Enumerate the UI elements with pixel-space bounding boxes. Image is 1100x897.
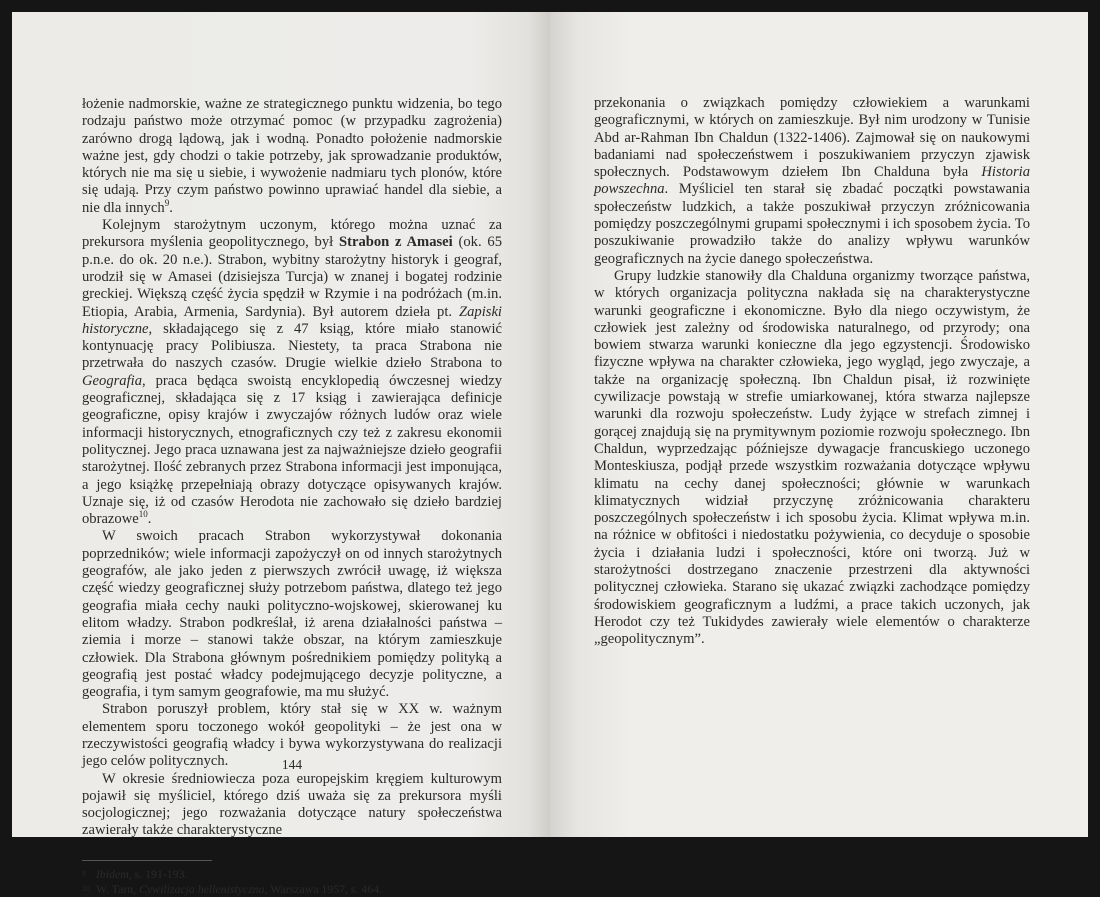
footnote <box>82 882 502 897</box>
text-run: przekonania o związkach pomiędzy człowiekiem a warunkami geograficznymi, w których on zamieszkuje. Był nim urodzony w Tunisie Abd ar-Rahman Ibn Chaldun (1322-1406). Zajmował się on naukowymi badaniami nad społeczeństwem i poszukiwaniem przyczyn zjawisk społecznych. Podstawowym dziełem Ibn Chalduna była <box>594 95 1030 181</box>
right-page-body <box>594 95 1030 649</box>
text-run: , Warszawa 1957, s. 464. <box>264 881 383 896</box>
text-run: W. Tarn, <box>96 881 140 896</box>
text-run: Kolejnym starożytnym uczonym, którego można uznać za prekursora myślenia geopolitycznego, był <box>82 217 502 251</box>
text-run: łożenie nadmorskie, ważne ze strategicznego punktu widzenia, bo tego rodzaju państwo może otrzymać pomoc (w przypadku zagrożenia) zarówno drogą lądową, jak i wodną. Ponadto położenie nadmorskie ważne jest, gdy chodzi o takie potrzeby, jak sprowadzanie produktów, których nie ma się u siebie, i wywożenie nadmiaru tych plonów, które się udają. Przy czym państwo powinno uprawiać handel dla siebie, a nie dla innych <box>82 96 502 216</box>
text-run: , praca będąca swoistą encyklopedią ówczesnej wiedzy geograficznej, składająca się z 17 ksiąg i zawierająca definicje geograficzne, opisy krajów i zwyczajów różnych ludów oraz wiele informacji historycznych, etnograficznych czy też z zakresu ekonomii politycznej. Jego praca uznawana jest za najważniejsze dzieło geografii starożytnej. Ilość zebranych przez Strabona informacji jest imponująca, a jego książkę przepełniają obrazy dotyczące opisywanych krajów. Uznaje się, iż od czasów Herodota nie zachowało się dzieło bardziej obrazowe <box>82 372 502 528</box>
text-run: Zapiski historyczne <box>82 303 502 337</box>
paragraph <box>594 95 1030 268</box>
text-run: Ibidem <box>96 866 129 881</box>
paragraph <box>594 268 1030 649</box>
page-number: 144 <box>281 757 303 772</box>
left-page <box>12 12 550 896</box>
text-run: Geografia <box>82 372 142 389</box>
footnote-separator <box>82 860 212 861</box>
paragraph <box>82 217 502 528</box>
footnote-ref: 10 <box>138 509 148 520</box>
text-run: Strabon z Amasei <box>338 234 453 251</box>
text-run: (ok. 65 p.n.e. do ok. 20 n.e.). Strabon, wybitny starożytny historyk i geograf, urodził się w Amasei (dzisiejsza Turcja) w znanej i bogatej rodzinie greckiej. Większą część życia spędził w Rzymie i na podróżach (m.in. Etiopia, Arabia, Armenia, Sardynia). Był autorem dzieła pt. <box>82 234 502 320</box>
paragraph <box>82 771 502 840</box>
right-page <box>550 12 1088 837</box>
text-run: W swoich pracach Strabon wykorzystywał dokonania poprzedników; wiele informacji zapożyczył on od innych starożytnych geografów, ale jako jeden z pierwszych zwrócił uwagę, iż większa część wiedzy geograficznej służy potrzebom państwa, dlatego też jego geografia miała cechy nauki polityczno-wojskowej, skierowanej ku elitom władzy. Strabon podkreślał, iż arena działalności państwa – ziemia i morze – stanowi także obszar, na którym zamieszkuje człowiek. Dla Strabona głównym pośrednikiem pomiędzy polityką a geografią jest postać władcy podejmującego decyzje polityczne, a geografia, i tym samym geografowie, ma mu służyć. <box>82 528 502 701</box>
text-run: . <box>169 199 173 216</box>
footnote-number: 9 <box>82 868 86 878</box>
footnote <box>82 867 502 882</box>
footnote-ref: 9 <box>164 197 170 208</box>
text-run: . Myśliciel ten starał się zbadać początki powstawania społeczeństw ludzkich, a także poszukiwał przyczyn zróżnicowania pomiędzy poszczególnymi grupami społecznymi i ich sposobem życia. To poszukiwanie prowadziło także do analizy wpływu warunków geograficznych na życie danego społeczeństwa. <box>594 181 1030 267</box>
footnote-number: 10 <box>82 883 90 893</box>
paragraph <box>82 96 502 217</box>
footnotes <box>82 867 502 897</box>
text-run: Historia powszechna <box>594 164 1030 198</box>
text-run: Grupy ludzkie stanowiły dla Chalduna organizmy tworzące państwa, w których organizacja polityczna nakłada się na charakterystyczne warunki geograficzne i ekonomiczne. Było dla niego oczywistym, że człowiek jest zależny od środowiska naturalnego, od przyrody; ona bowiem stwarza warunki konieczne dla jego egzystencji. Środowisko fizyczne wpływa na charakter człowieka, jego wygląd, jego zwyczaje, a także na organizację społeczną. Ibn Chaldun pisał, iż rozwinięte cywilizacje powstają w strefie umiarkowanej, która stwarza najlepsze warunki dla rozwoju społeczeństw. Ludy żyjące w strefach zimnej i gorącej znajdują się na prymitywnym poziomie rozwoju społecznego. Ibn Chaldun, wyprzedzając późniejsze dywagacje francuskiego uczonego Monteskiusza, podjął przede wszystkim rozważania dotyczące wpływu klimatu na cechy danej społeczności; głównie w warunkach klimatycznych widział przyczynę zróżnicowania charakteru poszczególnych społeczeństw i ich sposobu życia. Klimat wpływa m.in. na różnice w obfitości i niedostatku pożywienia, co decyduje o sposobie życia i działania ludzi i społeczności, które oni tworzą. Już w starożytności dostrzegano znaczenie przestrzeni dla aktywności politycznej człowieka. Starano się ukazać związki zachodzące pomiędzy środowiskiem geograficznym a ludźmi, a prace takich uczonych, jak Herodot czy też Tukidydes zawierały wiele elementów o charakterze „geopolitycznym”. <box>594 267 1030 648</box>
left-page-body <box>82 96 502 840</box>
text-run: Strabon poruszył problem, który stał się w XX w. ważnym elementem sporu toczonego wokół geopolityki – że jest ona w rzeczywistości geografią władcy i bywa wykorzystywana do realizacji jego celów politycznych. <box>82 701 502 770</box>
text-run: , składającego się z 47 ksiąg, które miało stanowić kontynuację pracy Polibiusza. Niestety, ta praca Strabona nie przetrwała do naszych czasów. Drugie wielkie dzieło Strabona to <box>82 320 502 372</box>
text-run: W okresie średniowiecza poza europejskim kręgiem kulturowym pojawił się myśliciel, którego dziś uważa się za prekursora myśli socjologicznej; jego rozważania dotyczące natury społeczeństwa zawierały także charakterystyczne <box>82 770 502 839</box>
text-run: Cywilizacja hellenistyczna <box>139 881 265 896</box>
text-run: , s. 191-193. <box>128 866 188 881</box>
paragraph <box>82 528 502 701</box>
text-run: . <box>147 511 152 528</box>
